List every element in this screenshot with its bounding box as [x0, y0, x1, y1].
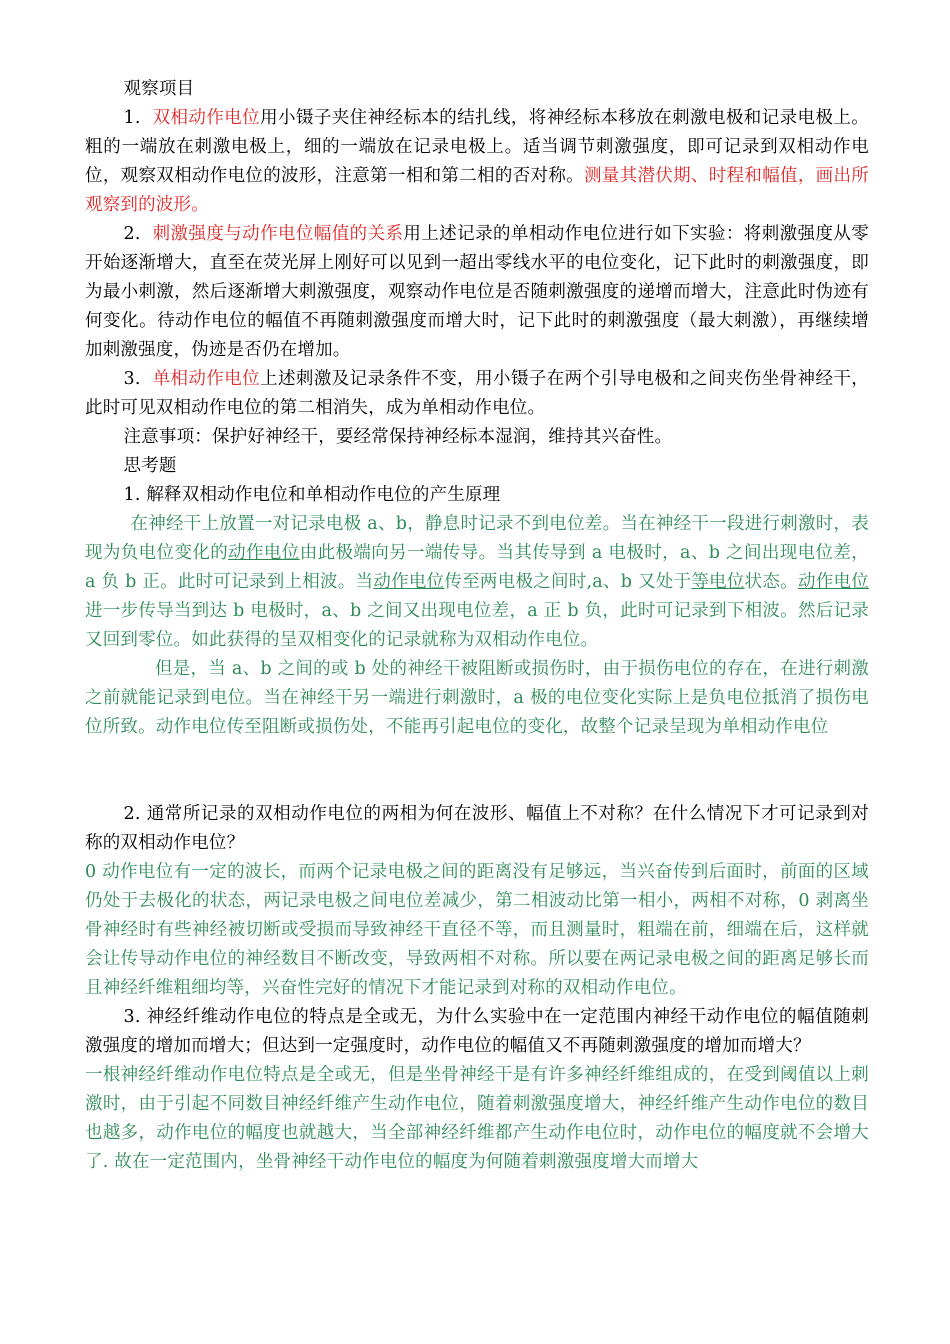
question-2: 2. 通常所记录的双相动作电位的两相为何在波形、幅值上不对称？在什么情况下才可记录到对称的双相动作电位？: [85, 804, 869, 853]
section-heading-think: 思考题: [123, 456, 177, 476]
answer-3: 一根神经纤维动作电位特点是全或无，但是坐骨神经干是有许多神经纤维组成的，在受到阈值以上刺激时，由于引起不同数目神经纤维产生动作电位，随着刺激强度增大，神经纤维产生动作电位的数目也越多，动作电位的幅度也就越大，当全部神经纤维都产生动作电位时，动作电位的幅度就不会增大了. 故在一定范围内，坐骨神经干动作电位的幅度为何随着刺激强度增大而增大: [85, 1065, 869, 1172]
answer-2: 0 动作电位有一定的波长，而两个记录电极之间的距离没有足够远，当兴奋传到后面时，前面的区域仍处于去极化的状态，两记录电极之间电位差减少，第二相波动比第一相小，两相不对称，0 剥离坐骨神经时有些神经被切断或受损而导致神经干直径不等，而且测量时，粗端在前，细端在后，这样就会让传导动作电位的神经数目不断改变，导致两相不对称。所以要在两记录电极之间的距离足够长而且神经纤维粗细均等，兴奋性完好的情况下才能记录到对称的双相动作电位。: [85, 862, 869, 998]
item-title: 刺激强度与动作电位幅值的关系: [152, 224, 404, 244]
item-number: 1.: [123, 108, 141, 128]
item-body: 上述刺激及记录条件不变，用小镊子在两个引导电极和之间夹伤坐骨神经干，此时可见双相动作电位的第二相消失，成为单相动作电位。: [85, 369, 869, 418]
item-highlight: 测量其潜伏期、时程和幅值，画出所观察到的波形。: [85, 166, 869, 215]
item-body: 用上述记录的单相动作电位进行如下实验：将刺激强度从零开始逐渐增大，直至在荧光屏上刚好可以见到一超出零线水平的电位变化，记下此时的刺激强度，即为最小刺激，然后逐渐增大刺激强度，观察动作电位是否随刺激强度的递增而增大，注意此时伪迹有何变化。待动作电位的幅值不再随刺激强度而增大时，记下此时的刺激强度（最大刺激），再继续增加刺激强度，伪迹是否仍在增加。: [85, 224, 869, 360]
item-title: 双相动作电位: [152, 108, 261, 128]
item-number: 2.: [123, 224, 141, 244]
observe-item-1: [85, 104, 869, 220]
observe-item-3: [85, 365, 869, 423]
observe-item-2: [85, 220, 869, 365]
blank-spacer: [85, 742, 869, 800]
item-number: 3.: [123, 369, 141, 389]
question-3: 3. 神经纤维动作电位的特点是全或无，为什么实验中在一定范围内神经干动作电位的幅值随刺激强度的增加而增大；但达到一定强度时，动作电位的幅值又不再随刺激强度的增加而增大？: [85, 1007, 869, 1056]
underlined-term: 动作电位: [797, 572, 869, 592]
underlined-term: 等电位: [691, 572, 745, 592]
underlined-term: 动作电位: [228, 543, 300, 563]
item-title: 单相动作电位: [152, 369, 261, 389]
item-body: 用小镊子夹住神经标本的结扎线，将神经标本移放在刺激电极和记录电极上。粗的一端放在刺激电极上，细的一端放在记录电极上。适当调节刺激强度，即可记录到双相动作电位，观察双相动作电位的波形，注意第一相和第二相的否对称。: [85, 108, 869, 186]
answer-1-paragraph-1: 在神经干上放置一对记录电极 a、b，静息时记录不到电位差。当在神经干一段进行刺激时，表现为负电位变化的动作电位由此极端向另一端传导。当其传导到 a 电极时，a、b 之间出现电位差，a 负 b 正。此时可记录到上相波。当动作电位传至两电极之间时,a、b 又处于等电位状态。动作电位进一步传导当到达 b 电极时，a、b 之间又出现电位差，a 正 b 负，此时可记录到下相波。然后记录又回到零位。如此获得的呈双相变化的记录就称为双相动作电位。: [85, 514, 869, 650]
underlined-term: 动作电位: [373, 572, 445, 592]
answer-1-paragraph-2: 但是，当 a、b 之间的或 b 处的神经干被阻断或损伤时，由于损伤电位的存在，在进行刺激之前就能记录到电位。当在神经干另一端进行刺激时，a 极的电位变化实际上是负电位抵消了损伤电位所致。动作电位传至阻断或损伤处，不能再引起电位的变化，故整个记录呈现为单相动作电位: [85, 659, 869, 737]
question-1: 1. 解释双相动作电位和单相动作电位的产生原理: [123, 485, 501, 505]
notes-paragraph: 注意事项：保护好神经干，要经常保持神经标本湿润，维持其兴奋性。: [123, 427, 673, 447]
document-page: [85, 75, 869, 1177]
section-heading-observe: 观察项目: [123, 79, 195, 99]
